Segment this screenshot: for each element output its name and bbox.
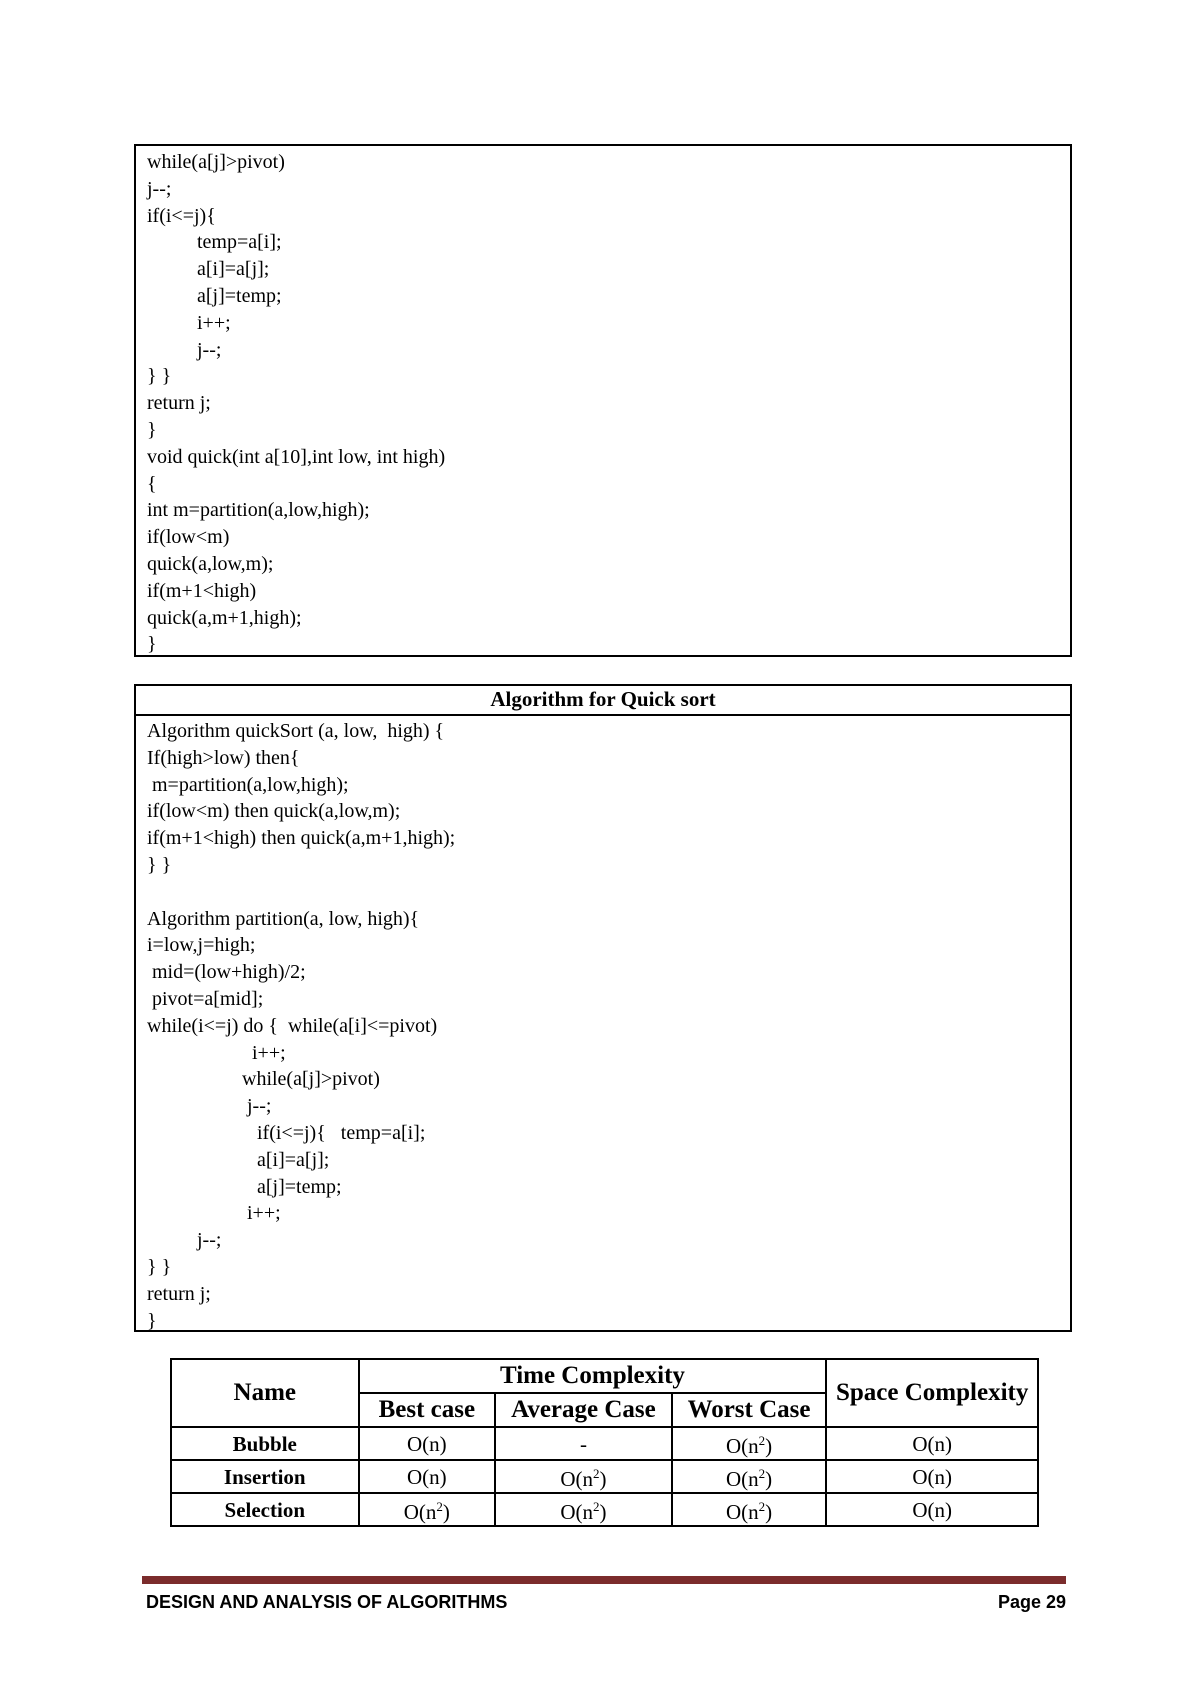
cell-best-case: $O(n^2)$ [359,1493,496,1526]
header-worst-case: Worst Case [672,1393,827,1427]
header-space-complexity: Space Complexity [826,1359,1038,1427]
cell-best-case: O(n) [359,1427,496,1460]
cell-average-case: $O(n^2)$ [495,1493,672,1526]
cell-space-complexity: O(n) [826,1460,1038,1493]
header-name: Name [171,1359,359,1427]
header-time-complexity: Time Complexity [359,1359,827,1393]
code-text: Algorithm quickSort (a, low, high) { If(high>low) then{ m=partition(a,low,high); if(low<m) then quick(a,low,m); if(m+1<high) then quick(a,m+1,high); } } Algorithm partition(a, low, high){ i=low,j=high; mid=(low+high)/2; pivot=a[mid]; while(i<=j) do { while(a[i]<=pivot) i++; while(a[j]>pivot) j--; if(i<=j){ temp=a[i]; a[i]=a[j]; a[j]=temp; i++; j--; } } return j; } [147,720,456,1332]
footer-course-title: DESIGN AND ANALYSIS OF ALGORITHMS [146,1592,508,1612]
table-row [171,1427,1038,1460]
complexity-table [170,1358,1039,1527]
cell-worst-case: $O(n^2)$ [672,1460,827,1493]
algorithm-title: Algorithm for Quick sort [136,686,1070,716]
cell-name: Selection [171,1493,359,1526]
cell-best-case: O(n) [359,1460,496,1493]
table-header-row [171,1359,1038,1393]
header-average-case: Average Case [495,1393,672,1427]
cell-space-complexity: O(n) [826,1427,1038,1460]
code-block-partition-end [134,144,1072,657]
cell-space-complexity: O(n) [826,1493,1038,1526]
cell-name: Bubble [171,1427,359,1460]
header-best-case: Best case [359,1393,496,1427]
cell-name: Insertion [171,1460,359,1493]
code-text: while(a[j]>pivot) j--; if(i<=j){ temp=a[i]; a[i]=a[j]; a[j]=temp; i++; j--; } } return j; } void quick(int a[10],int low, int high) { int m=partition(a,low,high); if(low<m) quick(a,low,m); if(m+1<high) quick(a,m+1,high); } [147,151,446,656]
cell-worst-case: $O(n^2)$ [672,1427,827,1460]
page-number: Page 29 [997,1592,1066,1612]
cell-average-case: - [495,1427,672,1460]
code-block-quicksort-algorithm [134,684,1072,1332]
table-row [171,1493,1038,1526]
cell-worst-case: $O(n^2)$ [672,1493,827,1526]
footer-rule [142,1576,1066,1584]
table-row [171,1460,1038,1493]
cell-average-case: $O(n^2)$ [495,1460,672,1493]
